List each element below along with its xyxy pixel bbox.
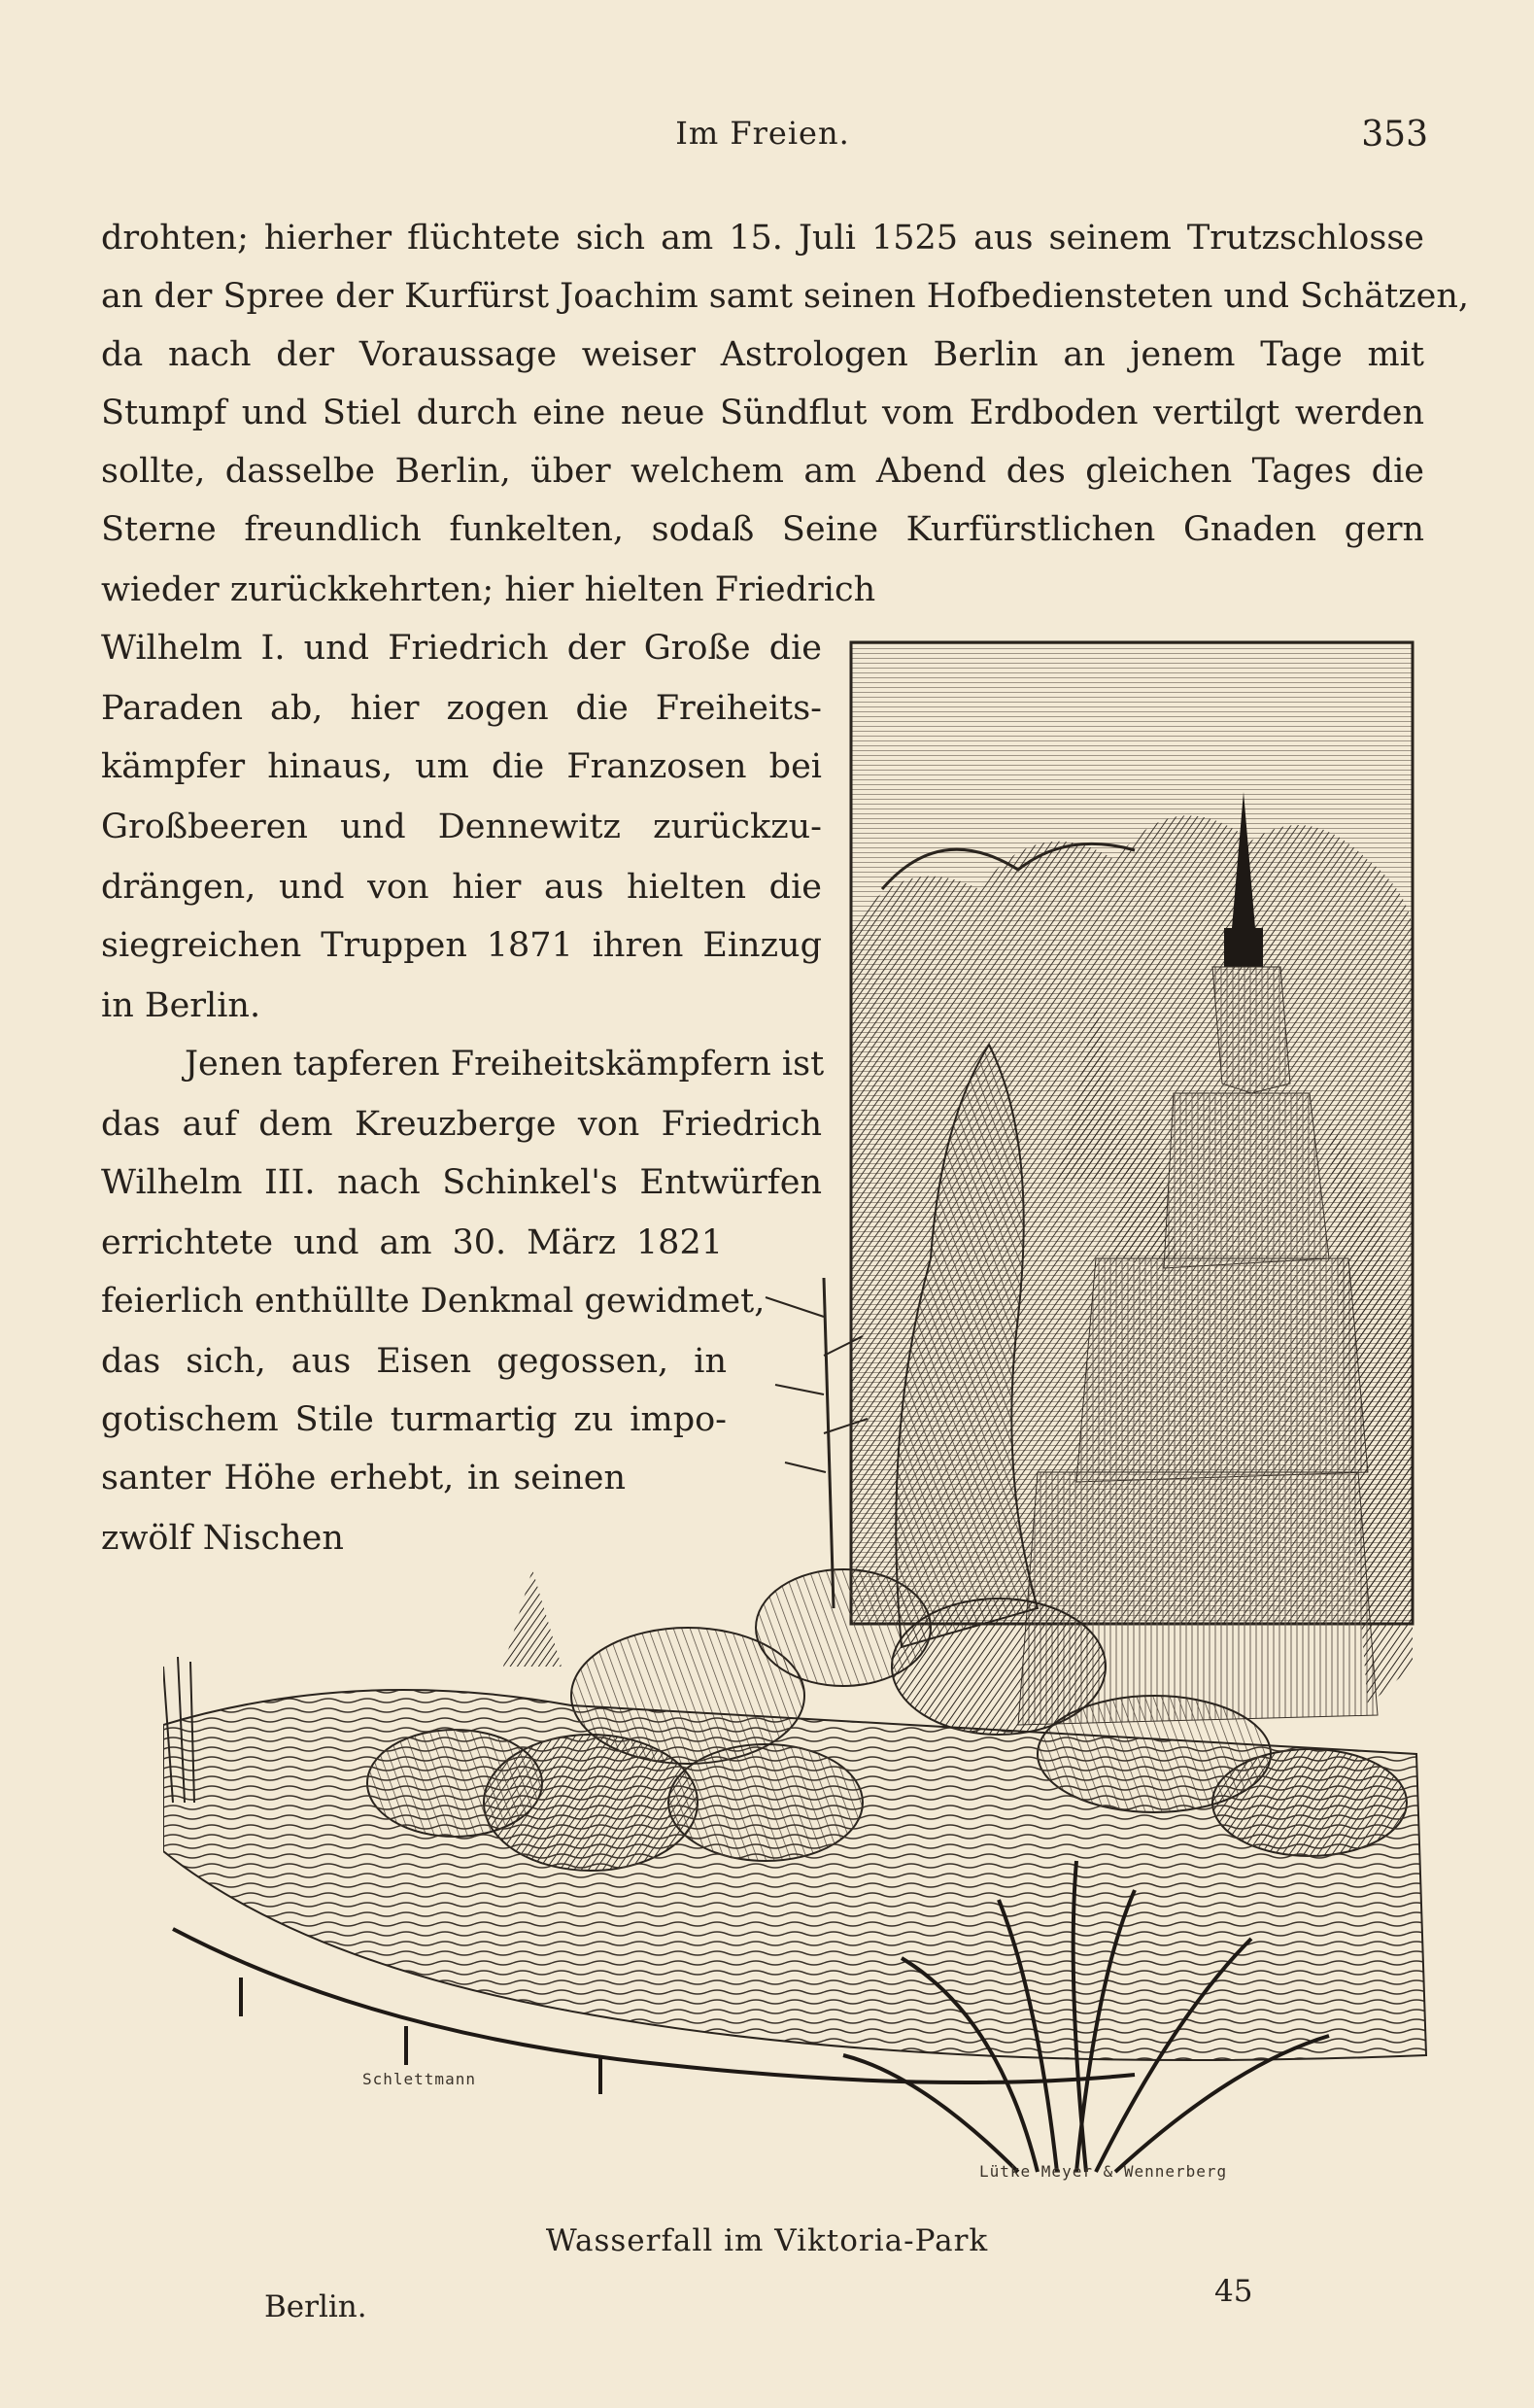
text-line: kämpfer hinaus, um die Franzosen bei — [101, 747, 822, 786]
running-head — [97, 115, 1428, 163]
text-line: wieder zurückkehrten; hier hielten Friedrich — [101, 570, 876, 609]
text-line: das auf dem Kreuzberge von Friedrich — [101, 1105, 822, 1144]
text-line: santer Höhe erhebt, in seinen — [101, 1459, 626, 1497]
text-line: in Berlin. — [101, 986, 261, 1025]
text-line: drängen, und von hier aus hielten die — [101, 868, 822, 907]
text-line: Paraden ab, hier zogen die Freiheits- — [101, 689, 822, 728]
figure-caption: Wasserfall im Viktoria-Park — [545, 2223, 989, 2258]
waterfall-engraving — [163, 636, 1436, 2220]
text-line: Großbeeren und Dennewitz zurückzu- — [101, 808, 822, 846]
text-line: Wilhelm I. und Friedrich der Große die — [101, 629, 822, 668]
page-number: 353 — [1361, 115, 1428, 155]
text-line: zwölf Nischen — [101, 1519, 344, 1558]
text-line: das sich, aus Eisen gegossen, in — [101, 1342, 727, 1381]
running-title: Im Freien. — [675, 115, 850, 152]
text-line: Sterne freundlich funkelten, sodaß Seine Kurfürstlichen Gnaden gern — [101, 510, 1424, 549]
text-line: da nach der Voraussage weiser Astrologen Berlin an jenem Tage mit — [101, 335, 1424, 374]
text-line: siegreichen Truppen 1871 ihren Einzug — [101, 926, 822, 965]
text-line: gotischem Stile turmartig zu impo- — [101, 1400, 727, 1439]
text-line: Stumpf und Stiel durch eine neue Sündflut vom Erdboden vertilgt werden — [101, 394, 1424, 432]
text-line: an der Spree der Kurfürst Joachim samt seinen Hofbediensteten und Schätzen, — [101, 277, 1469, 316]
text-line: feierlich enthüllte Denkmal gewidmet, — [101, 1282, 766, 1321]
engraver-signature-left: Schlettmann — [362, 2070, 476, 2088]
text-line: sollte, dasselbe Berlin, über welchem am Abend des gleichen Tages die — [101, 452, 1424, 491]
engraver-signature-right: Lütke Meyer & Wennerberg — [979, 2162, 1228, 2181]
text-line: drohten; hierher flüchtete sich am 15. Juli 1525 aus seinem Trutzschlosse — [101, 219, 1424, 258]
text-line: errichtete und am 30. März 1821 — [101, 1223, 723, 1262]
text-line: Wilhelm III. nach Schinkel's Entwürfen — [101, 1163, 822, 1202]
sheet-number: 45 — [1214, 2274, 1253, 2309]
text-line: Jenen tapferen Freiheitskämpfern ist — [185, 1045, 825, 1084]
signature-mark: Berlin. — [264, 2289, 367, 2324]
